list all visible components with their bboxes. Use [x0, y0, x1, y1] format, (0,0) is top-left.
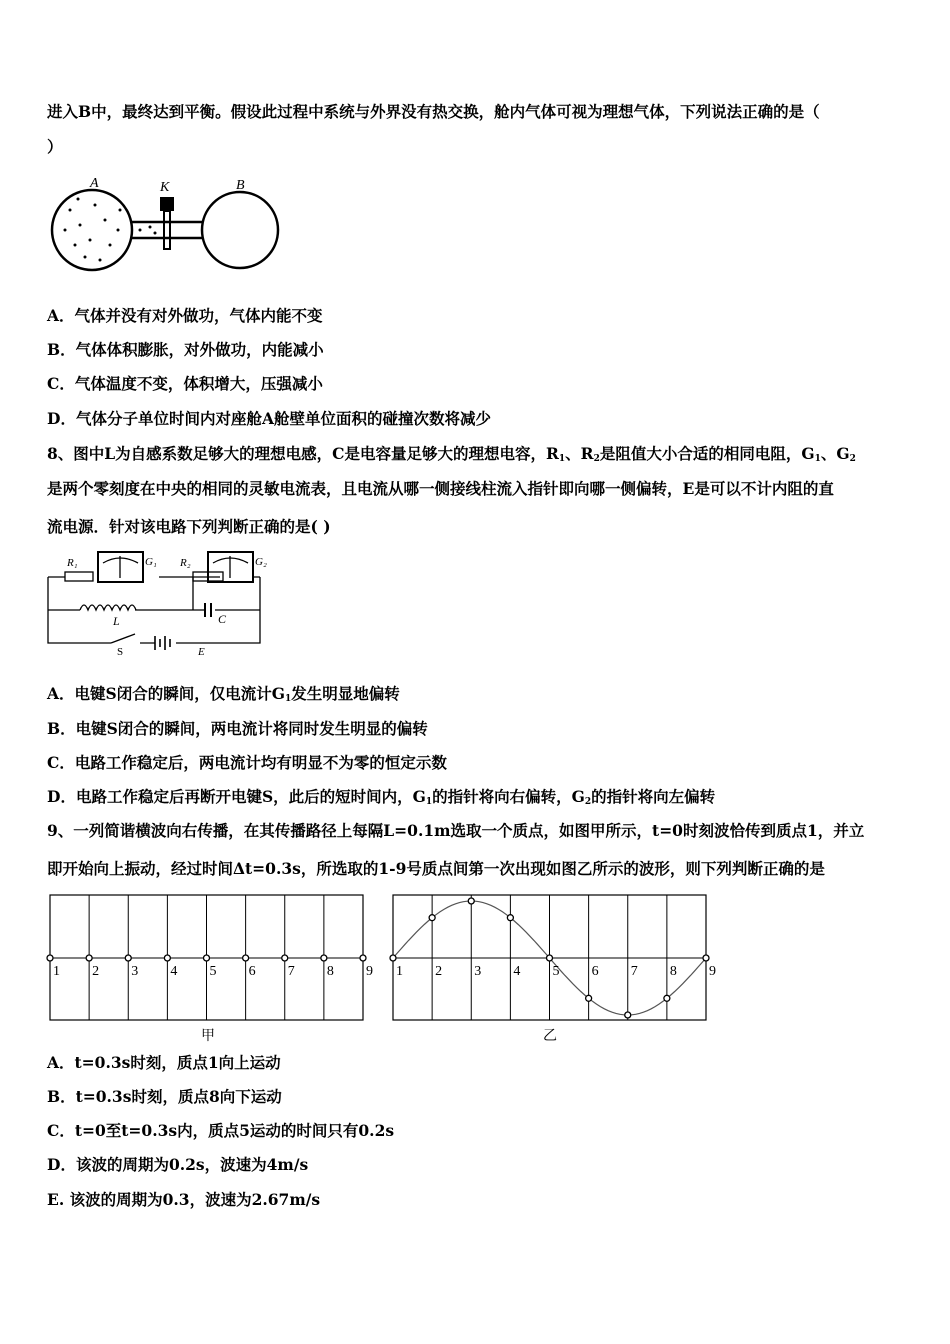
- t: 发生明显地偏转: [291, 684, 400, 703]
- fig-jia-point-label: 1: [53, 964, 60, 979]
- fig-yi-point-label: 8: [669, 964, 677, 979]
- t: 1: [814, 454, 821, 464]
- q9-option-d: D．该波的周期为0.2s，波速为4m/s: [47, 1155, 309, 1174]
- fig-yi-point-label: 3: [474, 964, 482, 979]
- q9-option-a: A．t=0.3s时刻，质点1向上运动: [47, 1053, 281, 1072]
- fig-jia-particle-8: [321, 955, 327, 961]
- fig-jia-point-label: 9: [366, 964, 373, 979]
- label-l: L: [113, 614, 120, 628]
- label-a: A: [90, 176, 99, 191]
- q8-stem-line3: 流电源．针对该电路下列判断正确的是( ): [47, 517, 331, 536]
- fig-jia-point-label: 7: [287, 964, 295, 979]
- t: 的指针将向左偏转: [591, 787, 716, 806]
- t: A．电键S闭合的瞬间，仅电流计G: [47, 684, 285, 703]
- label-yi: 乙: [543, 1029, 557, 1044]
- fig-yi-particle-2: [429, 915, 435, 921]
- fig-jia-particle-3: [125, 955, 131, 961]
- fig-yi-point-label: 9: [709, 964, 716, 979]
- label-b: B: [236, 178, 245, 193]
- q7-option-d: D．气体分子单位时间内对座舱A舱壁单位面积的碰撞次数将减少: [47, 409, 491, 428]
- t: 1: [425, 797, 433, 807]
- t: 、R: [565, 444, 594, 463]
- fig-jia-particle-2: [86, 955, 92, 961]
- fig-yi-particle-1: [390, 955, 396, 961]
- label-e: E: [198, 646, 205, 658]
- label-g2: G₂: [255, 556, 267, 568]
- q7-option-b: B．气体体积膨胀，对外做功，内能减小: [47, 340, 324, 359]
- q7-stem-line2: ）: [47, 137, 63, 156]
- q8-option-b: B．电键S闭合的瞬间，两电流计将同时发生明显的偏转: [47, 719, 428, 738]
- q9-stem-line1: 9、一列简谐横波向右传播，在其传播路径上每隔L=0.1m选取一个质点，如图甲所示，t=0时刻波恰传到质点1，并立: [47, 821, 865, 840]
- fig-jia-particle-4: [164, 955, 170, 961]
- q7-stem-line1: 进入B中，最终达到平衡。假设此过程中系统与外界没有热交换，舱内气体可视为理想气体，下列说法正确的是（: [47, 102, 820, 121]
- fig-yi-particle-6: [586, 995, 592, 1001]
- t: 8、图中L为自感系数足够大的理想电感，C是电容量足够大的理想电容，R: [47, 444, 559, 463]
- t: D．电路工作稳定后再断开电键S，此后的短时间内，G: [47, 787, 426, 806]
- label-k: K: [160, 180, 170, 195]
- t: 2: [593, 454, 600, 464]
- fig-yi-point-label: 7: [630, 964, 638, 979]
- t: 2: [584, 797, 592, 807]
- q8-option-c: C．电路工作稳定后，两电流计均有明显不为零的恒定示数: [47, 753, 447, 772]
- t: 、G: [820, 444, 850, 463]
- label-r1: R₁: [67, 557, 78, 569]
- label-g1: G₁: [145, 556, 157, 568]
- fig-jia-point-label: 6: [248, 964, 256, 979]
- fig-jia-point-label: 3: [131, 964, 139, 979]
- fig-yi-point-label: 6: [591, 964, 599, 979]
- q7-option-c: C．气体温度不变，体积增大，压强减小: [47, 374, 323, 393]
- q7-option-a: A．气体并没有对外做功，气体内能不变: [47, 306, 323, 325]
- fig-yi-particle-5: [547, 955, 553, 961]
- fig-yi-particle-3: [468, 898, 474, 904]
- label-c: C: [218, 612, 227, 626]
- label-jia: 甲: [201, 1029, 215, 1044]
- t: 1: [284, 694, 292, 704]
- fig-yi-point-label: 5: [552, 964, 560, 979]
- q9-stem-line2: 即开始向上振动，经过时间Δt=0.3s，所选取的1-9号质点间第一次出现如图乙所示的波形，则下列判断正确的是: [47, 859, 825, 878]
- fig-jia-particle-7: [282, 955, 288, 961]
- fig-jia-particle-9: [360, 955, 366, 961]
- fig-jia-particle-1: [47, 955, 53, 961]
- q9-option-b: B．t=0.3s时刻，质点8向下运动: [47, 1087, 282, 1106]
- fig-jia-particle-5: [204, 955, 210, 961]
- fig-yi-particle-8: [664, 995, 670, 1001]
- q8-stem-line2: 是两个零刻度在中央的相同的灵敏电流表，且电流从哪一侧接线柱流入指针即向哪一侧偏转，E是可以不计内阻的直: [47, 479, 834, 498]
- t: 是阻值大小合适的相同电阻，G: [599, 444, 815, 463]
- fig-yi-particle-4: [507, 915, 513, 921]
- q9-option-e: E. 该波的周期为0.3，波速为2.67m/s: [47, 1190, 321, 1209]
- fig-jia-point-label: 4: [170, 964, 178, 979]
- fig-yi-point-label: 1: [396, 964, 403, 979]
- fig-jia-particle-6: [243, 955, 249, 961]
- t: 1: [558, 454, 566, 464]
- t: 的指针将向右偏转，G: [432, 787, 585, 806]
- fig-yi-point-label: 4: [513, 964, 521, 979]
- label-r2: R₂: [180, 557, 191, 569]
- fig-yi-particle-9: [703, 955, 709, 961]
- fig-jia-point-label: 5: [209, 964, 217, 979]
- fig-jia-point-label: 8: [326, 964, 334, 979]
- q9-option-c: C．t=0至t=0.3s内，质点5运动的时间只有0.2s: [47, 1121, 395, 1140]
- label-s: S: [117, 646, 124, 658]
- t: 2: [849, 454, 856, 464]
- fig-jia-point-label: 2: [92, 964, 100, 979]
- fig-yi-point-label: 2: [435, 964, 443, 979]
- fig-yi-particle-7: [625, 1012, 631, 1018]
